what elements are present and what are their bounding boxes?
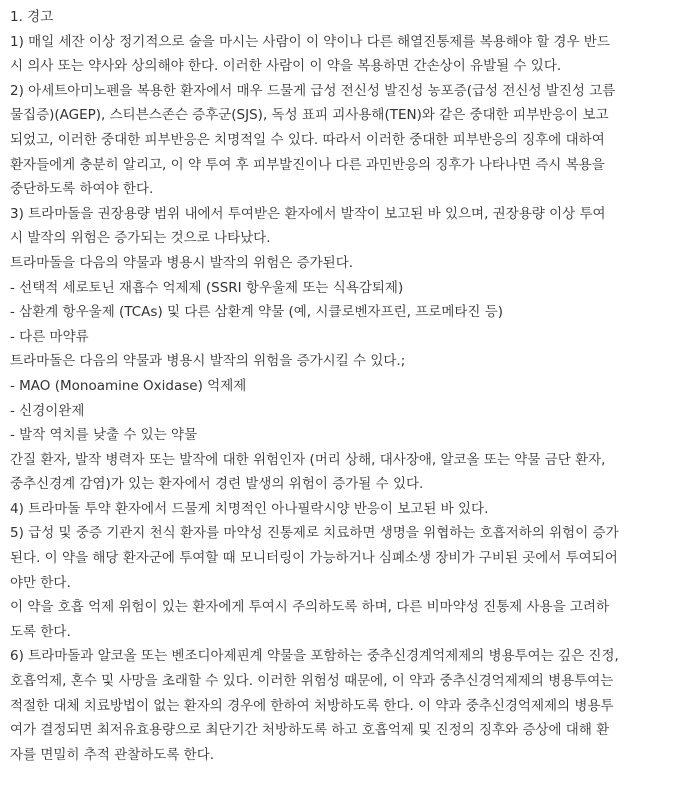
text-line: - 발작 역치를 낮출 수 있는 약물 [10, 427, 198, 444]
text-line: 야만 한다. [10, 574, 71, 591]
text-line: 호흡억제, 혼수 및 사망을 초래할 수 있다. 이러한 위험성 때문에, 이 약과 중추신경억제제의 병용투여는 [10, 673, 614, 690]
text-line: 이 약을 호흡 억제 위험이 있는 환자에게 투여시 주의하도록 하며, 다른 비마약성 진통제 사용을 고려하 [10, 599, 610, 616]
text-line: - 다른 마약류 [10, 328, 89, 345]
text-line: 트라마돌을 다음의 약물과 병용시 발작의 위험은 증가된다. [10, 254, 354, 271]
text-line: 적절한 대체 치료방법이 없는 환자의 경우에 한하여 처방하도록 한다. 이 약과 중추신경억제제의 병용투 [10, 697, 614, 714]
text-line: 시 발작의 위험은 증가되는 것으로 나타났다. [10, 230, 271, 247]
text-line: 중단하도록 하여야 한다. [10, 181, 154, 198]
text-line: 된다. 이 약을 해당 환자군에 투여할 때 모니터링이 가능하거나 심폐소생 장비가 구비된 곳에서 투여되어 [10, 550, 618, 567]
text-line: - 선택적 세로토닌 재흡수 억제제 (SSRI 항우울제 또는 식욕감퇴제) [10, 279, 404, 296]
text-line: 1) 매일 세잔 이상 정기적으로 술을 마시는 사람이 이 약이나 다른 해열진통제를 복용해야 할 경우 반드 [10, 33, 610, 50]
text-line: 3) 트라마돌을 권장용량 범위 내에서 투여받은 환자에서 발작이 보고된 바 있으며, 권장용량 이상 투여 [10, 205, 606, 222]
text-line: 6) 트라마돌과 알코올 또는 벤조디아제핀계 약물을 포함하는 중추신경계억제제의 병용투여는 깊은 진정, [10, 648, 619, 665]
text-line: 물집증)(AGEP), 스티븐스존슨 증후군(SJS), 독성 표피 괴사용해(TEN)와 같은 중대한 피부반응이 보고 [10, 107, 609, 124]
text-line: 4) 트라마돌 투약 환자에서 드물게 치명적인 아나필락시양 반응이 보고된 바 있다. [10, 500, 489, 517]
text-line: 되었고, 이러한 중대한 피부반응은 치명적일 수 있다. 따라서 이러한 중대한 피부반응의 징후에 대하여 [10, 131, 605, 148]
text-line: 1. 경고 [10, 9, 54, 25]
text-line: 2) 아세트아미노펜을 복용한 환자에서 매우 드물게 급성 전신성 발진성 농포증(급성 전신성 발진성 고름 [10, 82, 616, 99]
text-line: - MAO (Monoamine Oxidase) 억제제 [10, 377, 247, 394]
text-line: 환자들에게 충분히 알리고, 이 약 투여 후 피부발진이나 다른 과민반응의 징후가 나타나면 즉시 복용을 [10, 156, 605, 173]
text-line: 간질 환자, 발작 병력자 또는 발작에 대한 위험인자 (머리 상해, 대사장애, 알코올 또는 약물 금단 환자, [10, 451, 606, 468]
text-line: 시 의사 또는 약사와 상의해야 한다. 이러한 사람이 이 약을 복용하면 간손상이 유발될 수 있다. [10, 58, 562, 75]
text-line: 자를 면밀히 추적 관찰하도록 한다. [10, 746, 215, 763]
text-line: - 신경이완제 [10, 402, 85, 419]
text-line: - 삼환계 항우울제 (TCAs) 및 다른 삼환계 약물 (예, 시클로벤자프린, 프로메타진 등) [10, 304, 504, 321]
text-line: 도록 한다. [10, 623, 71, 640]
text-line: 5) 급성 및 중증 기관지 천식 환자를 마약성 진통제로 치료하면 생명을 위협하는 호흡저하의 위험이 증가 [10, 525, 619, 542]
text-line: 여가 결정되면 최저유효용량으로 최단기간 처방하도록 하고 호흡억제 및 진정의 징후와 증상에 대해 환 [10, 722, 610, 739]
text-line: 중추신경계 감염)가 있는 환자에서 경련 발생의 위험이 증가될 수 있다. [10, 476, 424, 493]
text-line: 트라마돌은 다음의 약물과 병용시 발작의 위험을 증가시킬 수 있다.; [10, 353, 406, 370]
